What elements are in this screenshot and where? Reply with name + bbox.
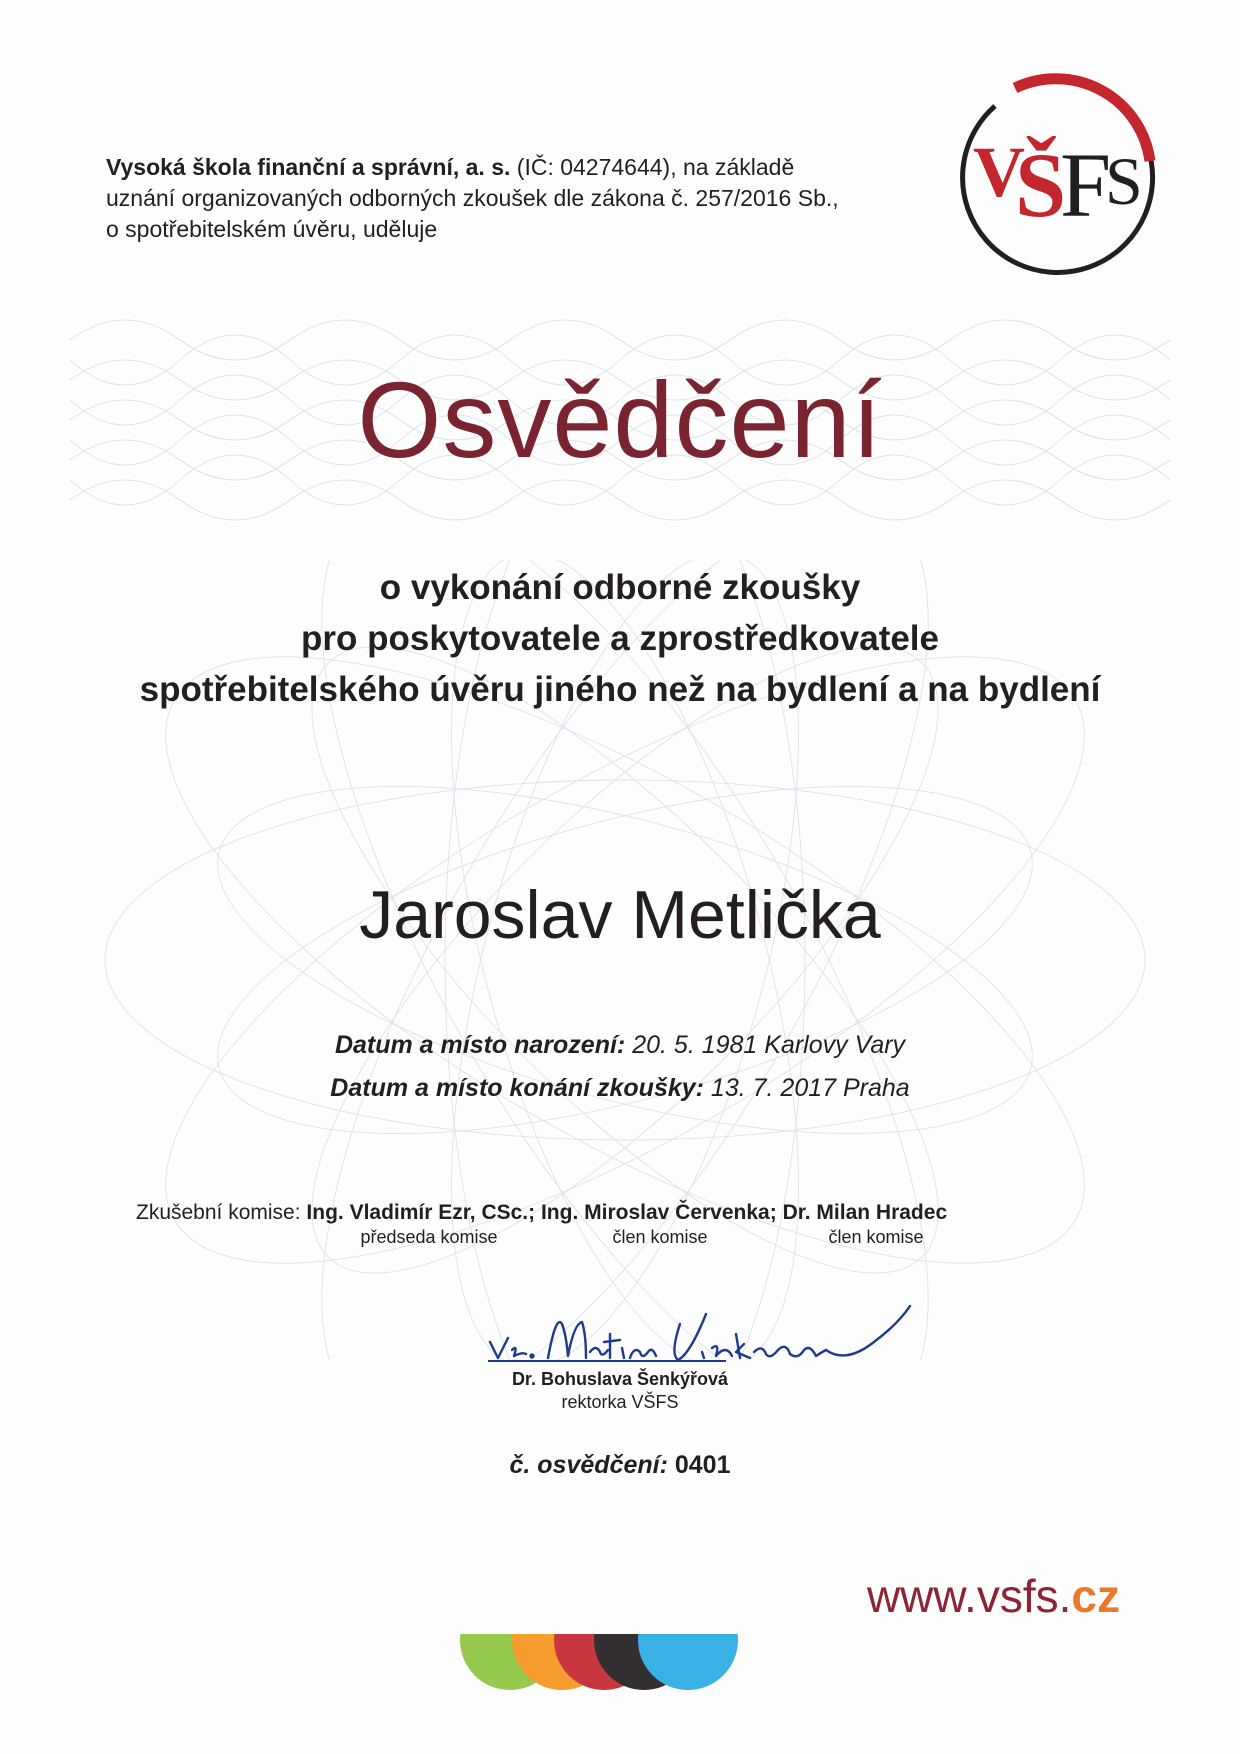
exam-committee <box>136 1200 1136 1226</box>
exam-value: 13. 7. 2017 Praha <box>703 1074 910 1102</box>
certificate-number <box>0 1450 1240 1480</box>
issuer-line-1 <box>106 152 936 183</box>
subtitle-line-2: pro poskytovatele a zprostředkovatele <box>301 619 939 658</box>
subtitle-line-1: o vykonání odborné zkoušky <box>379 568 861 607</box>
issuer-line-1-rest: (IČ: 04274644), na základě <box>510 154 795 180</box>
signer-name: Dr. Bohuslava Šenkýřová <box>511 1369 729 1389</box>
committee-role-1: předseda komise <box>360 1227 498 1247</box>
committee-separator-2: ; <box>769 1201 783 1224</box>
footer-color-circles <box>458 1620 740 1754</box>
birth-value: 20. 5. 1981 Karlovy Vary <box>625 1031 906 1059</box>
vsfs-logo <box>955 66 1165 276</box>
birth-detail <box>0 1029 1240 1061</box>
svg-text:Š: Š <box>1015 134 1067 236</box>
birth-label: Datum a místo narození: <box>334 1031 626 1059</box>
committee-member-3: Dr. Milan Hradec <box>782 1201 948 1224</box>
website-main: www.vsfs. <box>866 1570 1072 1622</box>
certificate-number-value: 0401 <box>667 1451 731 1479</box>
issuer-line-3: o spotřebitelském úvěru, uděluje <box>106 216 438 242</box>
certificate-subtitle <box>60 562 1180 715</box>
committee-role-2: člen komise <box>612 1227 708 1247</box>
certificate-title: Osvědčení <box>357 359 883 480</box>
svg-text:F: F <box>1060 134 1112 236</box>
committee-member-1: Ing. Vladimír Ezr, CSc. <box>306 1201 529 1224</box>
school-name: Vysoká škola finanční a správní, a. s. <box>106 154 511 180</box>
committee-label: Zkušební komise: <box>136 1201 307 1224</box>
exam-detail <box>0 1072 1240 1104</box>
exam-label: Datum a místo konání zkoušky: <box>330 1074 704 1102</box>
signature-line <box>488 1360 726 1362</box>
website-tld: cz <box>1071 1570 1120 1622</box>
committee-role-3: člen komise <box>828 1227 924 1247</box>
certificate-number-label: č. osvědčení: <box>509 1451 668 1479</box>
website-address <box>790 1568 1120 1624</box>
svg-text:V: V <box>973 132 1025 212</box>
holder-name: Jaroslav Metlička <box>359 877 881 953</box>
issuer-statement <box>106 152 936 245</box>
issuer-line-2: uznání organizovaných odborných zkoušek dle zákona č. 257/2016 Sb., <box>106 185 839 211</box>
signer-role: rektorka VŠFS <box>561 1392 679 1412</box>
subtitle-line-3: spotřebitelského úvěru jiného než na bydlení a na bydlení <box>139 670 1101 709</box>
committee-separator-1: ; <box>528 1201 541 1224</box>
committee-member-2: Ing. Miroslav Červenka <box>540 1201 770 1224</box>
svg-text:S: S <box>1105 143 1143 219</box>
